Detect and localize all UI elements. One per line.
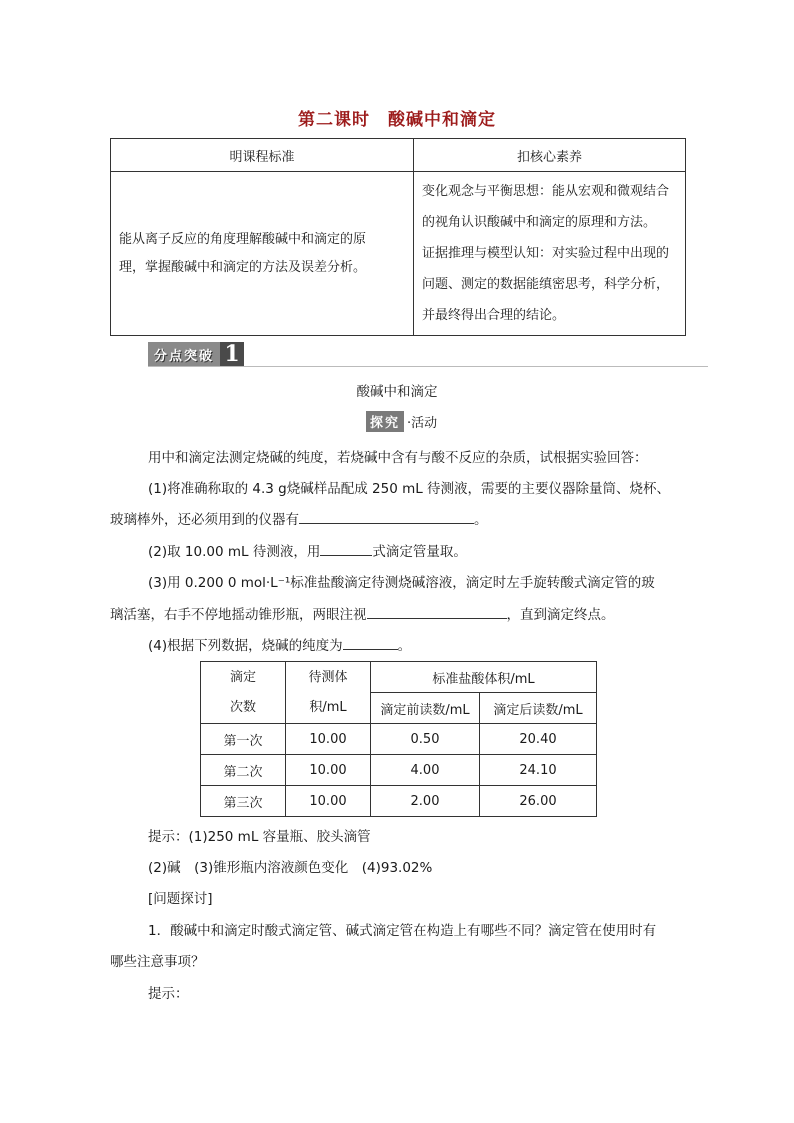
header-titration-count: 滴定 次数 <box>201 662 286 724</box>
intro-text: 用中和滴定法测定烧碱的纯度，若烧碱中含有与酸不反应的杂质，试根据实验回答： <box>148 450 648 466</box>
answer-blank-3 <box>367 604 507 619</box>
row-after: 26.00 <box>480 786 597 817</box>
core-literacy-text: 变化观念与平衡思想：能从宏观和微观结合 的视角认识酸碱中和滴定的原理和方法。 证据推理与模型认知：对实验过程中出现的 问题、测定的数据能缜密思考，科学分析， 并最终得出合理的结论。 <box>414 172 686 336</box>
row-before: 4.00 <box>371 755 480 786</box>
header-sample-volume: 待测体 积/mL <box>286 662 371 724</box>
discussion-question-1-line-1: 1．酸碱中和滴定时酸式滴定管、碱式滴定管在构造上有哪些不同？滴定管在使用时有 <box>148 923 657 939</box>
question-4: (4)根据下列数据，烧碱的纯度为 。 <box>110 631 690 662</box>
header-reading-before: 滴定前读数/mL <box>371 693 480 724</box>
titration-data-table <box>200 661 597 817</box>
row-volume: 10.00 <box>286 755 371 786</box>
row-before: 0.50 <box>371 724 480 755</box>
explore-suffix: ·活动 <box>407 416 438 431</box>
header-course-standard: 明课程标准 <box>111 139 414 172</box>
row-volume: 10.00 <box>286 786 371 817</box>
hint-answer-2: (2)碱 (3)锥形瓶内溶液颜色变化 (4)93.02% <box>148 860 433 876</box>
hint-answer-1: 提示：(1)250 mL 容量瓶、胶头滴管 <box>148 829 371 845</box>
row-label: 第一次 <box>201 724 286 755</box>
section-title: 酸碱中和滴定 <box>356 384 438 400</box>
page-title: 第二课时 酸碱中和滴定 <box>298 110 496 130</box>
row-label: 第三次 <box>201 786 286 817</box>
question-2: (2)取 10.00 mL 待测液，用 式滴定管量取。 <box>110 537 690 568</box>
explore-tag: 探究 <box>366 411 404 432</box>
answer-blank-1 <box>299 509 474 524</box>
question-3-line-2: 璃活塞，右手不停地摇动锥形瓶，两眼注视 ，直到滴定终点。 <box>110 600 690 631</box>
badge-divider <box>148 366 708 367</box>
row-label: 第二次 <box>201 755 286 786</box>
explore-activity-label <box>366 411 437 432</box>
curriculum-standards-table <box>110 138 686 336</box>
header-reading-after: 滴定后读数/mL <box>480 693 597 724</box>
badge-label: 分点突破 <box>148 342 220 366</box>
table-row <box>201 724 597 755</box>
question-1-line-2: 玻璃棒外，还必须用到的仪器有 。 <box>110 505 690 536</box>
course-standard-text: 能从离子反应的角度理解酸碱中和滴定的原 理，掌握酸碱中和滴定的方法及误差分析。 <box>111 172 414 336</box>
table-row <box>201 786 597 817</box>
hint-label: 提示： <box>148 986 189 1002</box>
header-core-literacy: 扣核心素养 <box>414 139 686 172</box>
row-volume: 10.00 <box>286 724 371 755</box>
discussion-heading: [问题探讨] <box>148 891 213 907</box>
question-3-line-1: (3)用 0.200 0 mol·L⁻¹标准盐酸滴定待测烧碱溶液，滴定时左手旋转酸式滴定管的玻 <box>148 575 655 591</box>
section-badge <box>148 342 244 366</box>
badge-number: 1 <box>220 342 244 366</box>
table-row <box>201 755 597 786</box>
discussion-question-1-line-2: 哪些注意事项？ <box>110 954 205 970</box>
row-before: 2.00 <box>371 786 480 817</box>
answer-blank-4 <box>343 635 398 650</box>
answer-blank-2 <box>320 541 372 556</box>
header-standard-hcl-volume: 标准盐酸体积/mL <box>371 662 597 693</box>
question-1-line-1: (1)将准确称取的 4.3 g烧碱样品配成 250 mL 待测液，需要的主要仪器除量筒、烧杯、 <box>148 481 671 497</box>
row-after: 20.40 <box>480 724 597 755</box>
row-after: 24.10 <box>480 755 597 786</box>
